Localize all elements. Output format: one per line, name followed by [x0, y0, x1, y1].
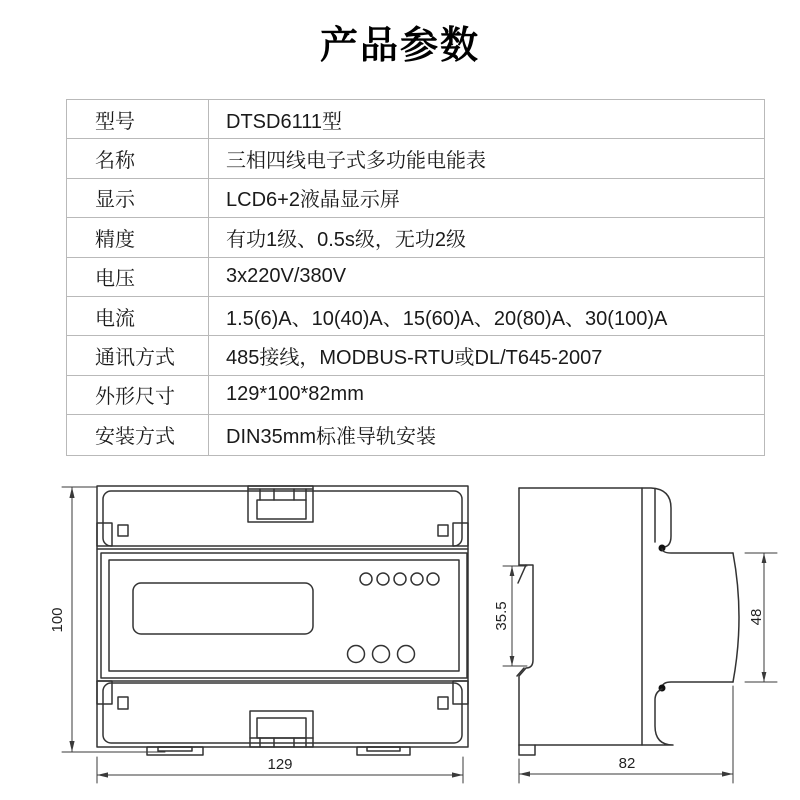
front-height-dimension [49, 487, 165, 752]
top-left-screw-window [118, 525, 128, 536]
spec-row-dimensions [67, 376, 764, 415]
front-height-label: 100 [49, 607, 66, 633]
spec-table [66, 99, 765, 456]
bottom-left-screw-window [118, 697, 128, 709]
spec-label: 电压 [67, 258, 209, 296]
bottom-right-screw-window [438, 697, 448, 709]
indicator-leds [360, 573, 439, 585]
spec-row-voltage [67, 258, 764, 297]
front-panel-step-top [662, 549, 733, 553]
side-body-top [519, 488, 671, 547]
bottom-right-tab [453, 681, 468, 704]
spec-label: 精度 [67, 218, 209, 256]
spec-row-name [67, 139, 764, 178]
spec-row-current [67, 297, 764, 336]
spec-label: 型号 [67, 100, 209, 138]
spec-label: 安装方式 [67, 415, 209, 454]
spec-value: 1.5(6)A、10(40)A、15(60)A、20(80)A、30(100)A [226, 307, 668, 330]
spec-value: 三相四线电子式多功能电能表 [226, 150, 486, 173]
spec-value: 有功1级、0.5s级，无功2级 [226, 228, 467, 251]
panel-dimension-label: 48 [748, 608, 765, 626]
top-right-screw-window [438, 525, 448, 536]
spec-row-accuracy [67, 218, 764, 257]
side-view-drawing [493, 488, 777, 783]
spec-label: 外形尺寸 [67, 376, 209, 414]
front-width-label: 129 [267, 756, 293, 773]
spec-value: 129*100*82mm [226, 383, 364, 406]
spec-value: DIN35mm标准导轨安装 [226, 426, 437, 449]
spec-row-mounting [67, 415, 764, 454]
side-foot [519, 745, 535, 755]
depth-dimension-label: 82 [618, 755, 636, 772]
push-buttons [348, 646, 415, 663]
front-view-drawing [49, 486, 468, 783]
din-groove [519, 565, 533, 745]
spec-value: DTSD6111型 [226, 110, 342, 133]
mounting-feet [147, 747, 410, 755]
front-width-dimension [97, 756, 463, 783]
lcd-display [133, 583, 313, 634]
spec-value: 485接线，MODBUS-RTU或DL/T645-2007 [226, 347, 603, 370]
technical-drawings [0, 470, 800, 800]
spec-label: 电流 [67, 297, 209, 335]
bottom-left-tab [97, 681, 112, 704]
spec-row-display [67, 179, 764, 218]
spec-value: LCD6+2液晶显示屏 [226, 189, 400, 212]
faceplate-inner [109, 560, 459, 671]
side-body-bottom [519, 689, 673, 745]
groove-dimension-label: 35.5 [493, 601, 510, 631]
front-panel-bulge [733, 553, 739, 682]
panel-dimension [745, 553, 777, 682]
spec-value: 3x220V/380V [226, 265, 347, 288]
front-panel-step-bottom [662, 682, 733, 687]
spec-row-model [67, 100, 764, 139]
spec-label: 名称 [67, 139, 209, 177]
meter-body-outline [97, 486, 468, 747]
page-title: 产品参数 [319, 25, 480, 67]
din-claw-top [518, 565, 526, 583]
bottom-terminal-cover [103, 683, 462, 743]
spec-label: 显示 [67, 179, 209, 217]
spec-row-communication [67, 336, 764, 375]
bottom-seal-tab [250, 711, 313, 747]
depth-dimension [519, 686, 733, 783]
spec-label: 通讯方式 [67, 336, 209, 374]
groove-dimension [493, 566, 527, 666]
